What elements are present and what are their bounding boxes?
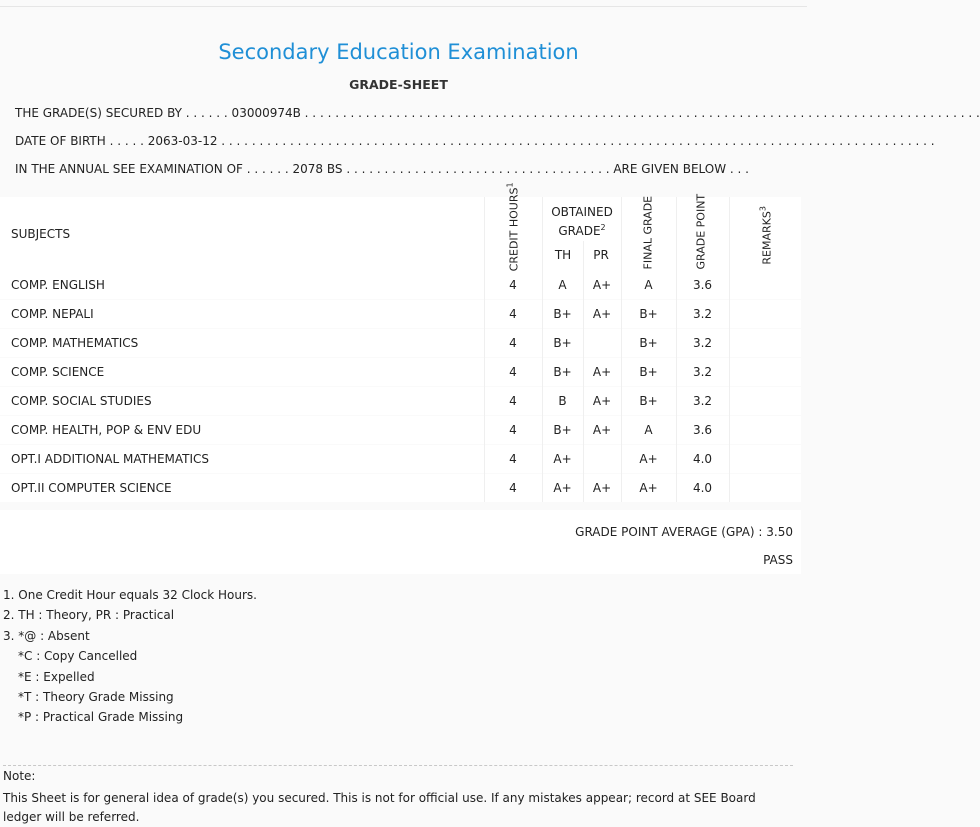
cell-th: A+ [553,452,572,466]
cell-credit: 4 [509,452,517,466]
cell-th: B+ [553,365,572,379]
header-pr: PR [593,248,609,262]
header-credit-hours-label: CREDIT HOURS [507,187,521,272]
table-row [0,271,801,299]
table-header [0,182,801,272]
header-grade-point: GRADE POINT [694,193,708,270]
cell-final: A+ [639,452,658,466]
col-divider [621,197,622,502]
cell-gp: 3.2 [692,365,713,379]
cell-pr: A+ [592,423,612,437]
gpa-value: GRADE POINT AVERAGE (GPA) : 3.50 [575,525,793,539]
cell-remarks [729,358,801,386]
cell-pr [583,445,621,473]
col-divider [484,197,485,502]
abbreviation-item: *E : Expelled [18,669,95,684]
cell-remarks [729,271,801,299]
cell-gp: 4.0 [692,481,713,495]
cell-subject: COMP. SCIENCE [11,365,105,379]
header-remarks-label: REMARKS [760,211,774,265]
cell-th: B+ [553,307,572,321]
cell-credit: 4 [509,481,517,495]
cell-gp: 3.2 [692,336,713,350]
cell-pr: A+ [592,307,612,321]
footnotes [3,585,257,728]
cell-credit: 4 [509,307,517,321]
sheet-subtitle: GRADE-SHEET [349,77,448,92]
header-remarks-sup: 3 [758,206,768,212]
abbreviation-item: *P : Practical Grade Missing [18,710,184,725]
header-final-grade: FINAL GRADE [641,195,655,270]
cell-credit: 4 [509,336,517,350]
table-row [0,329,801,357]
cell-subject: COMP. SOCIAL STUDIES [11,394,152,408]
cell-remarks [729,387,801,415]
header-obtained-sup: 2 [600,223,606,232]
page-title: Secondary Education Examination [218,40,579,64]
cell-subject: OPT.II COMPUTER SCIENCE [11,481,172,495]
note-body: This Sheet is for general idea of grade(s) you secured. This is not for official use. If any mistakes appear; record at SEE Board ledger will be referred. [3,791,756,824]
header-remarks [758,199,773,271]
note-divider [3,765,793,766]
result-status: PASS [763,553,793,567]
cell-subject: COMP. MATHEMATICS [11,336,139,350]
cell-gp: 3.6 [692,423,713,437]
cell-th: A [558,278,567,292]
cell-subject: COMP. ENGLISH [11,278,105,292]
abbreviation-item: *C : Copy Cancelled [18,649,138,664]
table-row [0,358,801,386]
col-divider [676,197,677,502]
summary-band [0,510,801,574]
header-subjects: SUBJECTS [11,227,71,241]
footnote-item: 1. One Credit Hour equals 32 Clock Hours. [3,588,257,602]
cell-pr: A+ [592,278,612,292]
header-obtained-grade [548,205,616,239]
footnote-item: 3. *@ : Absent [3,628,90,643]
cell-credit: 4 [509,394,517,408]
cell-final: A+ [639,481,658,495]
cell-final: B+ [639,307,658,321]
cell-final: A [644,278,653,292]
cell-gp: 3.2 [692,394,713,408]
cell-subject: OPT.I ADDITIONAL MATHEMATICS [11,452,210,466]
header-obtained-label: OBTAINED GRADE [551,205,613,238]
dob-line: DATE OF BIRTH . . . . . 2063-03-12 . . . . . . . . . . . . . . . . . . . . . . . . . . . . . . . . . . . . . . . . . . . . . . . . . . . . . . . . . . . . . . . . . . . . . . . . . . . . . . . . . . . . . . . . . . . . . . [15,134,935,148]
cell-th: B+ [553,423,572,437]
exam-line: IN THE ANNUAL SEE EXAMINATION OF . . . . . . 2078 BS . . . . . . . . . . . . . . . . . . . . . . . . . . . . . . . . . . . ARE GIVEN BELOW . . . [15,162,749,176]
table-row [0,474,801,502]
cell-th: B+ [553,336,572,350]
cell-final: B+ [639,394,658,408]
cell-pr: A+ [592,394,612,408]
cell-pr: A+ [592,481,612,495]
cell-gp: 4.0 [692,452,713,466]
table-row [0,387,801,415]
cell-credit: 4 [509,278,517,292]
cell-credit: 4 [509,365,517,379]
abbreviation-item: *T : Theory Grade Missing [18,690,174,705]
header-credit-hours [505,182,521,272]
table-row [0,445,801,473]
col-divider [542,197,543,502]
note-heading: Note: [3,769,36,783]
footnote-item: 2. TH : Theory, PR : Practical [3,608,175,623]
cell-th: A+ [553,481,572,495]
cell-remarks [729,416,801,444]
cell-remarks [729,445,801,473]
table-row [0,416,801,444]
cell-gp: 3.6 [692,278,713,292]
cell-final: B+ [639,336,658,350]
cell-th: B [558,394,567,408]
header-credit-sup: 1 [505,182,515,188]
cell-pr: A+ [592,365,612,379]
col-divider [729,197,730,502]
col-divider [583,241,584,502]
secured-by-line: THE GRADE(S) SECURED BY . . . . . . 03000974B . . . . . . . . . . . . . . . . . . . . . . . . . . . . . . . . . . . . . . . . . . . . . . . . . . . . . . . . . . . . . . . . . . . . . . . . . . . . . . . . . . . . . . . . . [15,106,980,120]
header-th: TH [554,248,572,262]
cell-credit: 4 [509,423,517,437]
cell-final: B+ [639,365,658,379]
cell-subject: COMP. NEPALI [11,307,94,321]
cell-subject: COMP. HEALTH, POP & ENV EDU [11,423,202,437]
cell-remarks [729,300,801,328]
cell-remarks [729,329,801,357]
cell-final: A [644,423,653,437]
top-divider [0,6,807,7]
cell-remarks [729,474,801,502]
table-row [0,300,801,328]
cell-gp: 3.2 [692,307,713,321]
cell-pr [583,329,621,357]
